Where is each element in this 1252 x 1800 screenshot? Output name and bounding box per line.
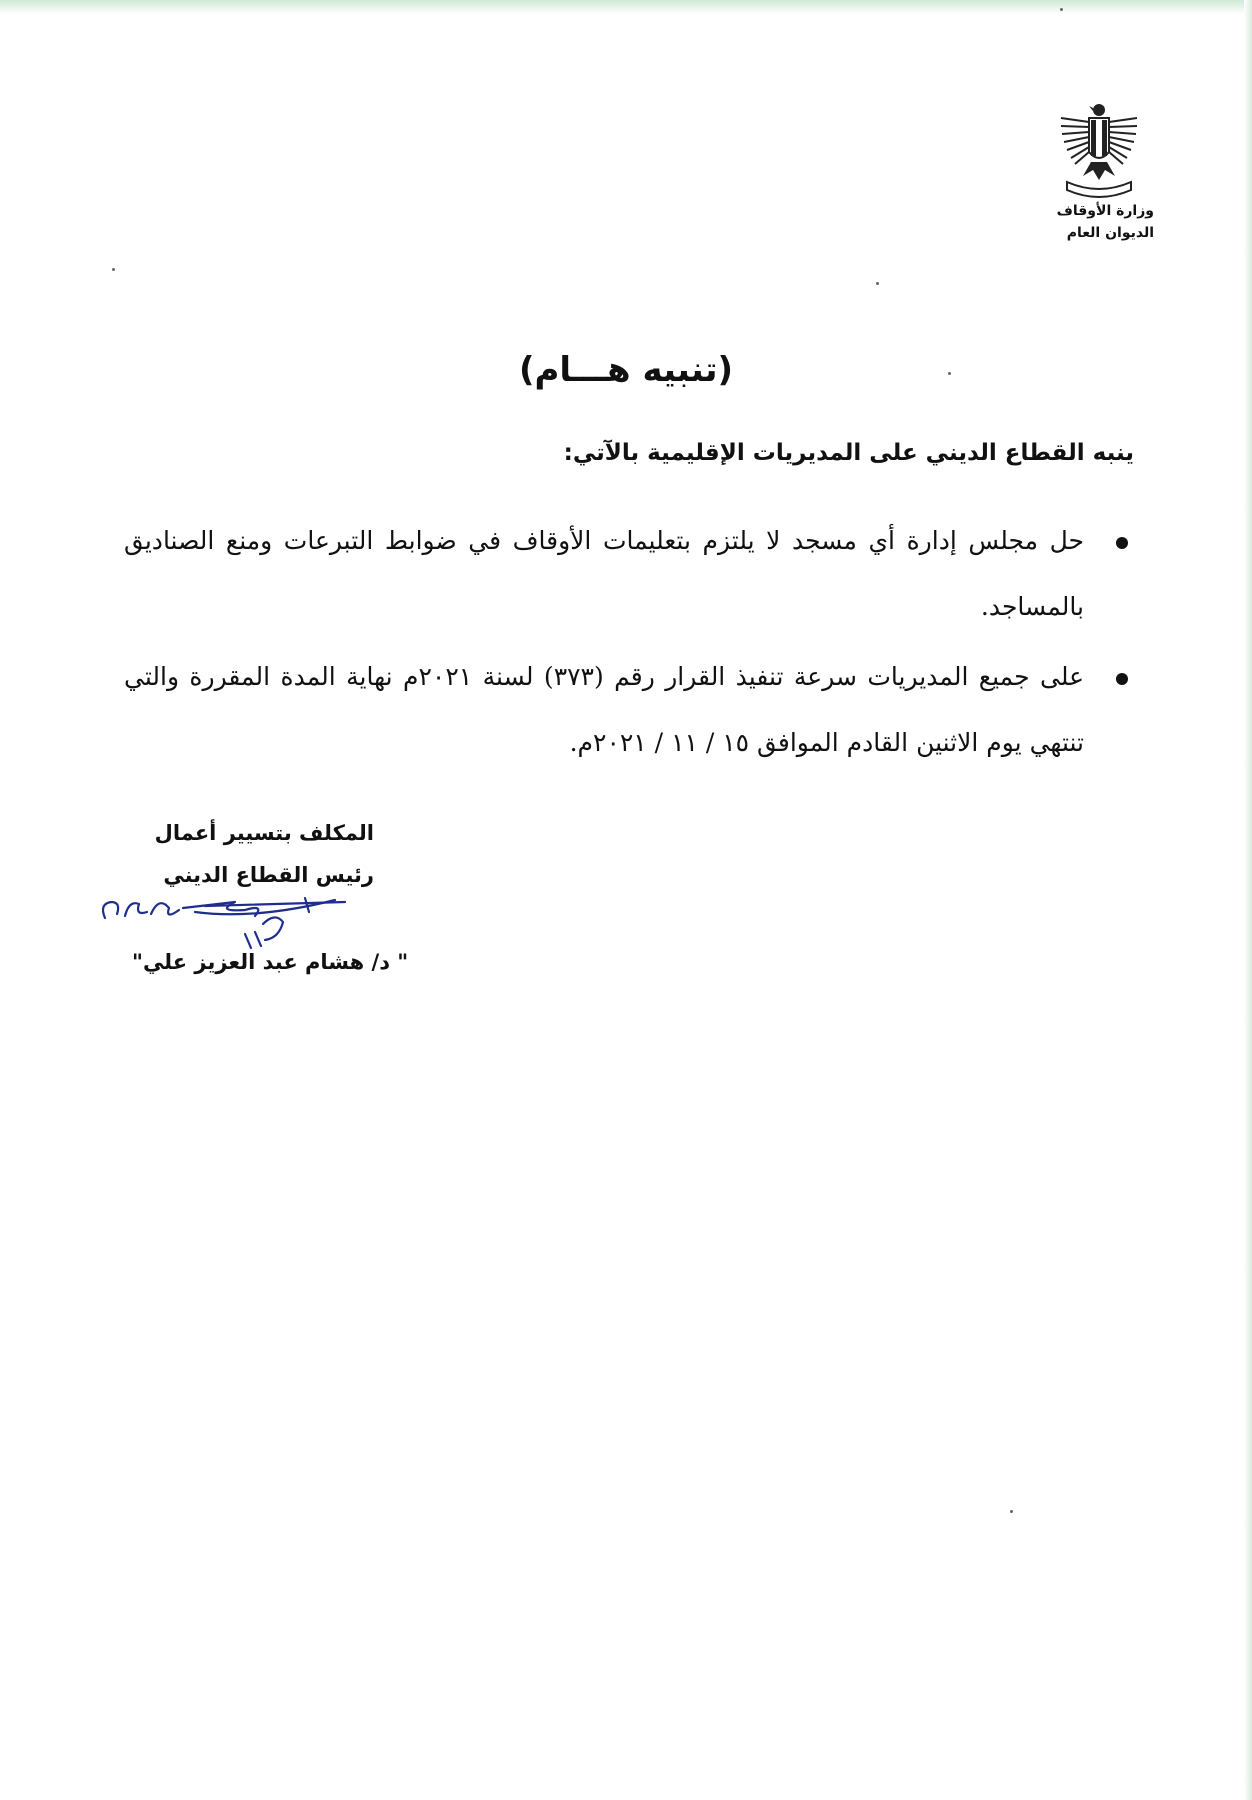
scan-speck	[876, 282, 879, 285]
list-item	[124, 644, 1084, 776]
egypt-eagle-emblem-icon	[1053, 100, 1145, 200]
office-name: الديوان العام	[1066, 225, 1154, 241]
list-item	[124, 508, 1084, 640]
letterhead	[1044, 100, 1154, 244]
scan-edge-right	[1244, 0, 1252, 1800]
page-title: (تنبيه هـــام)	[518, 350, 734, 390]
scan-speck	[1060, 8, 1063, 11]
scan-speck	[1010, 1510, 1013, 1513]
point-text: على جميع المديريات سرعة تنفيذ القرار رقم (٣٧٣) لسنة ٢٠٢١م نهاية المدة المقررة والتي تنتهي يوم الاثنين القادم الموافق ١٥ / ١١ / ٢٠٢١م.	[124, 662, 1085, 757]
scan-speck	[112, 268, 115, 271]
ministry-name: وزارة الأوقاف	[1056, 203, 1154, 219]
bullet-icon	[1116, 537, 1128, 549]
signatory-title-line2: رئيس القطاع الديني	[163, 863, 374, 887]
signatory-title-line1: المكلف بتسيير أعمال	[154, 821, 374, 845]
handwritten-signature	[95, 890, 365, 970]
scan-edge-top	[0, 0, 1252, 14]
scan-speck	[948, 372, 951, 375]
point-text: حل مجلس إدارة أي مسجد لا يلتزم بتعليمات الأوقاف في ضوابط التبرعات ومنع الصناديق بالمساجد.	[124, 526, 1084, 621]
notice-points	[124, 508, 1084, 780]
bullet-icon	[1116, 673, 1128, 685]
signatory-name: " د/ هشام عبد العزيز علي"	[132, 950, 409, 974]
intro-line: ينبه القطاع الديني على المديريات الإقليمية بالآتي:	[563, 440, 1134, 466]
